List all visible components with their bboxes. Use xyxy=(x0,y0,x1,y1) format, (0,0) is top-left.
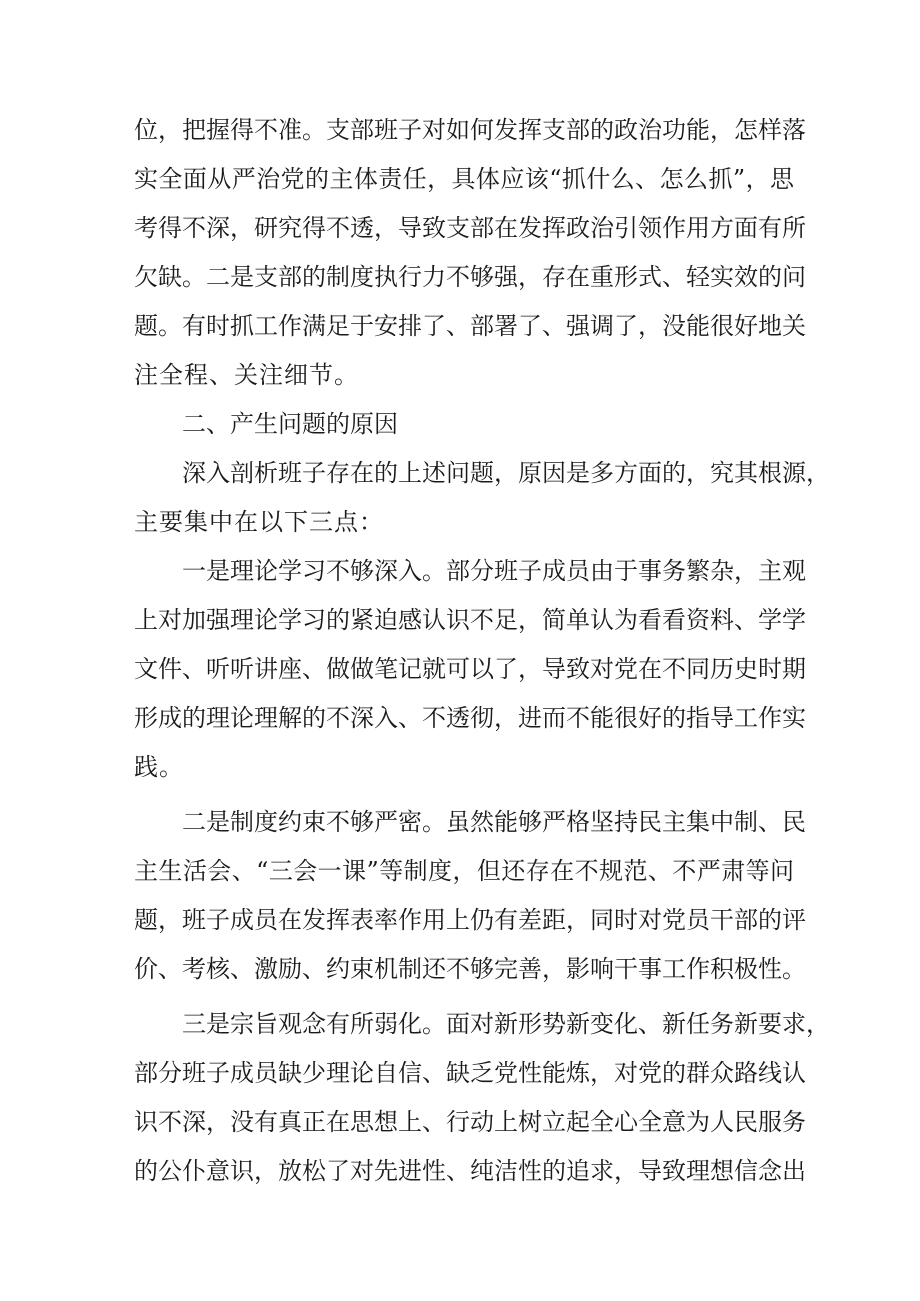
text-line: 价、考核、激励、约束机制还不够完善，影响干事工作积极性。 xyxy=(134,955,806,983)
text-line: 欠缺。二是支部的制度执行力不够强，存在重形式、轻实效的问 xyxy=(134,263,806,291)
text-line: 注全程、关注细节。 xyxy=(134,361,359,389)
text-line: 二是制度约束不够严密。虽然能够严格坚持民主集中制、民 xyxy=(182,808,806,836)
text-line: 识不深，没有真正在思想上、行动上树立起全心全意为人民服务 xyxy=(134,1108,806,1136)
text-line: 主要集中在以下三点： xyxy=(134,508,384,536)
text-line: 三是宗旨观念有所弱化。面对新形势新变化、新任务新要求， xyxy=(182,1010,830,1038)
text-line: 深入剖析班子存在的上述问题，原因是多方面的，究其根源， xyxy=(182,459,830,487)
text-line: 题。有时抓工作满足于安排了、部署了、强调了，没能很好地关 xyxy=(134,312,806,340)
paragraph-4 xyxy=(134,798,806,994)
document-body xyxy=(134,106,830,1196)
text-line: 上对加强理论学习的紧迫感认识不足，简单认为看看资料、学学 xyxy=(134,606,806,634)
text-line: 部分班子成员缺少理论自信、缺乏党性能炼，对党的群众路线认 xyxy=(134,1059,806,1087)
paragraph-3 xyxy=(134,547,806,792)
text-line: 位，把握得不准。支部班子对如何发挥支部的政治功能，怎样落 xyxy=(134,116,806,144)
text-line: 实全面从严治党的主体责任，具体应该“抓什么、怎么抓”，思 xyxy=(134,165,794,193)
text-line: 一是理论学习不够深入。部分班子成员由于事务繁杂，主观 xyxy=(182,557,806,585)
paragraph-5 xyxy=(134,1000,830,1196)
paragraph-1 xyxy=(134,106,806,400)
text-line: 践。 xyxy=(134,753,184,781)
text-line: 主生活会、“三会一课”等制度，但还存在不规范、不严肃等问 xyxy=(134,857,794,885)
paragraph-2 xyxy=(134,449,830,547)
text-line: 考得不深，研究得不透，导致支部在发挥政治引领作用方面有所 xyxy=(134,214,806,242)
text-line: 文件、听听讲座、做做笔记就可以了，导致对党在不同历史时期 xyxy=(134,655,806,683)
text-line: 的公仆意识，放松了对先进性、纯洁性的追求，导致理想信念出 xyxy=(134,1157,806,1185)
section-heading: 二、产生问题的原因 xyxy=(182,410,398,438)
text-line: 题，班子成员在发挥表率作用上仍有差距，同时对党员干部的评 xyxy=(134,906,806,934)
text-line: 形成的理论理解的不深入、不透彻，进而不能很好的指导工作实 xyxy=(134,704,806,732)
